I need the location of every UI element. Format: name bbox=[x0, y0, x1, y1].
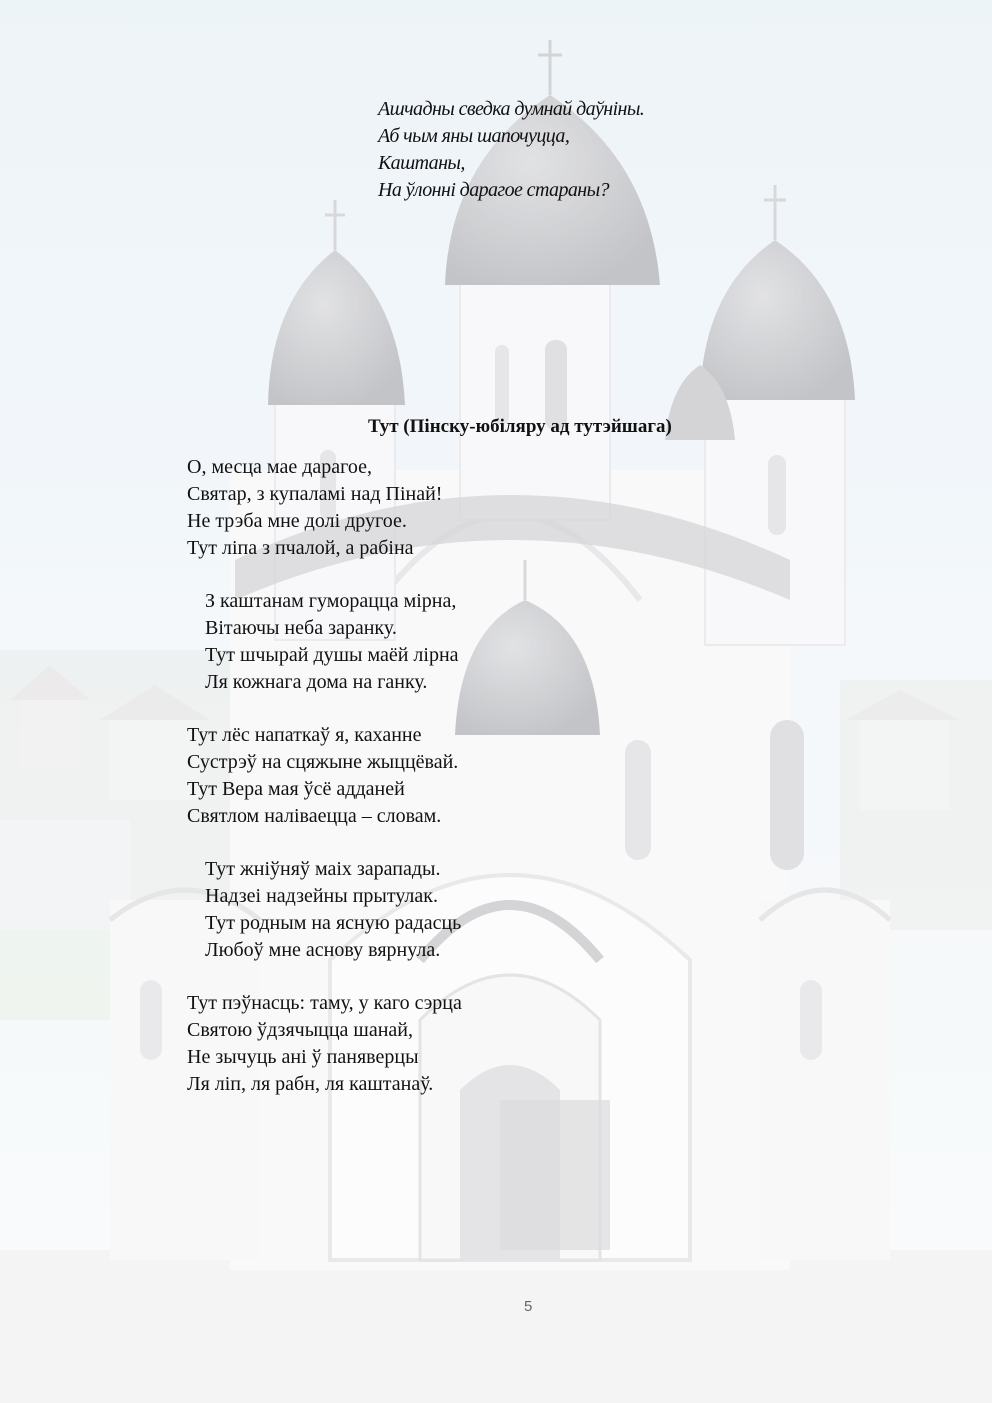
poem-line: Тут жніўняў маіх зарапады. bbox=[205, 858, 441, 880]
poem-line: Тут ліпа з пчалой, а рабіна bbox=[187, 537, 414, 559]
poem-line: Не зычуць ані ў паняверцы bbox=[187, 1046, 419, 1068]
intro-line: Каштаны, bbox=[378, 152, 465, 174]
poem-line: Святар, з купаламі над Пінай! bbox=[187, 483, 443, 505]
poem-line: Тут шчырай душы маёй лірна bbox=[205, 644, 459, 666]
poem-line: Тут лёс напаткаў я, каханне bbox=[187, 724, 422, 746]
poem-stanza-1 bbox=[187, 454, 442, 562]
poem-stanza-4 bbox=[205, 856, 461, 964]
poem-line: Тут Вера мая ўсё адданей bbox=[187, 778, 405, 800]
poem-line: Вітаючы неба заранку. bbox=[205, 617, 397, 639]
poem-line: О, месца мае дарагое, bbox=[187, 456, 372, 478]
poem-stanza-2 bbox=[205, 588, 459, 696]
poem-line: Сустрэў на сцяжыне жыццёвай. bbox=[187, 751, 459, 773]
intro-line: На ўлонні дарагое стараны? bbox=[378, 179, 609, 201]
intro-stanza bbox=[378, 96, 644, 204]
poem-line: Любоў мне аснову вярнула. bbox=[205, 939, 441, 961]
poem-line: Святою ўдзячыцца шанай, bbox=[187, 1019, 413, 1041]
poem-line: Не трэба мне долі другое. bbox=[187, 510, 407, 532]
poem-line: Ля кожнага дома на ганку. bbox=[205, 671, 428, 693]
intro-line: Ашчадны сведка думнай даўніны. bbox=[378, 98, 645, 120]
poem-stanza-3 bbox=[187, 722, 458, 830]
poem-line: Ля ліп, ля рабн, ля каштанаў. bbox=[187, 1073, 434, 1095]
poem-line: Тут родным на ясную радасць bbox=[205, 912, 462, 934]
poem-stanza-5 bbox=[187, 990, 462, 1098]
poem-line: Надзеі надзейны прытулак. bbox=[205, 885, 439, 907]
page-number: 5 bbox=[524, 1298, 533, 1315]
poem-line: З каштанам гуморацца мірна, bbox=[205, 590, 457, 612]
intro-line: Аб чым яны шапочуцца, bbox=[378, 125, 570, 147]
poem-line: Тут пэўнасць: таму, у каго сэрца bbox=[187, 992, 462, 1014]
poem-line: Святлом наліваецца – словам. bbox=[187, 805, 442, 827]
poem-title: Тут (Пінску-юбіляру ад тутэйшага) bbox=[368, 416, 672, 437]
